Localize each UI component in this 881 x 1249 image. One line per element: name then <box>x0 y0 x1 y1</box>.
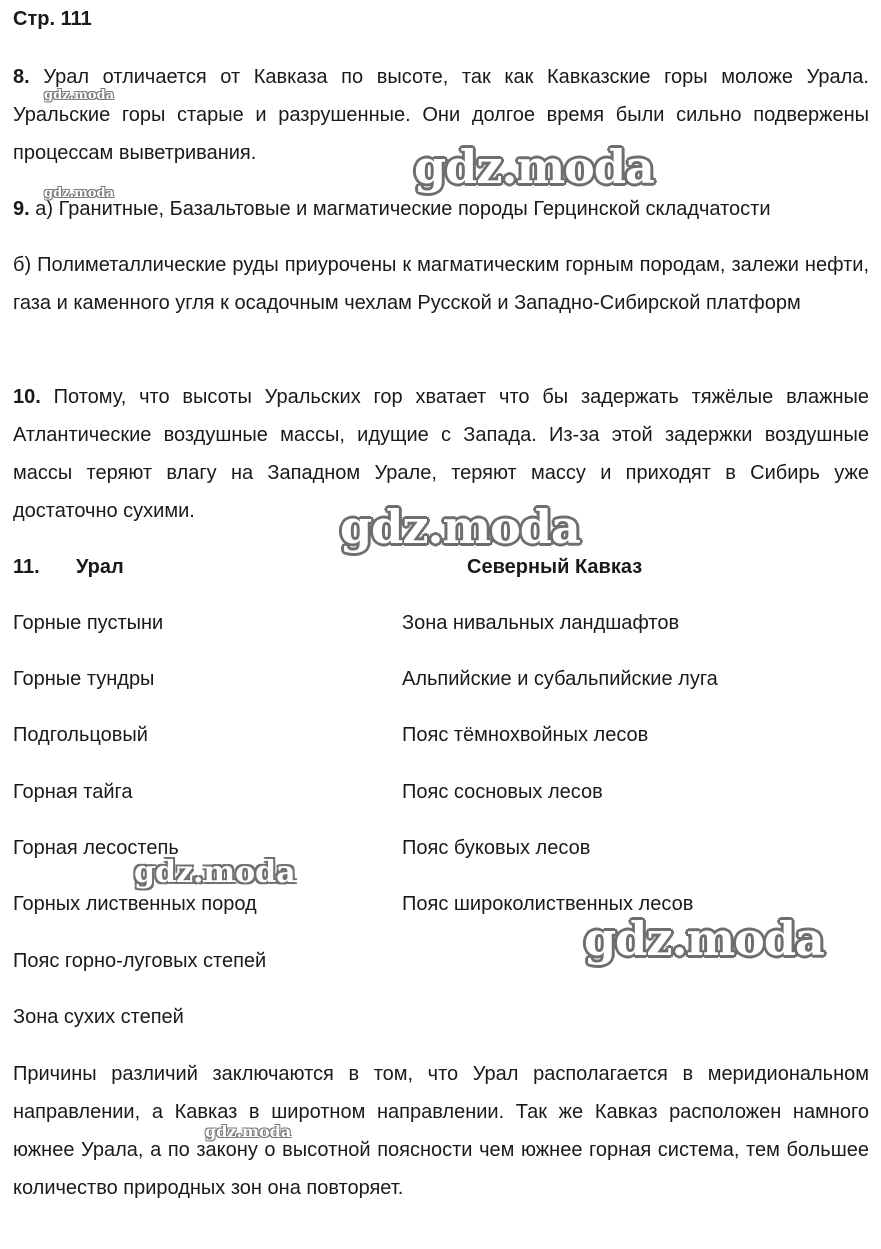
table-header-row <box>13 556 869 586</box>
answer-11-conclusion <box>13 1055 869 1207</box>
answer-9a-text: а) Гранитные, Базальтовые и магматические породы Герцинской складчатости <box>29 198 771 220</box>
ural-zone: Горная лесостепь <box>13 837 179 859</box>
table-row <box>13 781 869 811</box>
answer-9-number: 9. <box>13 198 30 220</box>
caucasus-zone: Пояс сосновых лесов <box>402 781 603 803</box>
caucasus-zone: Пояс тёмнохвойных лесов <box>402 724 649 746</box>
watermark-small: gdz.moda <box>205 1122 292 1141</box>
watermark-small: gdz.moda <box>44 186 115 201</box>
conclusion-text: Причины различий заключаются в том, что Урал располагается в меридиональном направлении, а Кавказ в широтном направлении. Так же Кавказ расположен намного южнее Урала, а по закону о высотной поясности чем южнее горная система, тем большее количество природных зон она повторяет. <box>13 1063 869 1199</box>
answer-10-number: 10. <box>13 386 41 408</box>
table-row <box>13 1006 869 1036</box>
caucasus-zone: Альпийские и субальпийские луга <box>402 668 718 690</box>
answer-8-number: 8. <box>13 66 30 88</box>
table-row <box>13 612 869 642</box>
watermark-small: gdz.moda <box>44 88 115 103</box>
ural-zone: Горные пустыни <box>13 612 164 634</box>
caucasus-zone: Пояс буковых лесов <box>402 837 591 859</box>
watermark-medium: gdz.moda <box>134 855 296 890</box>
answer-9b-text: б) Полиметаллические руды приурочены к магматическим горным породам, залежи нефти, газа и каменного угля к осадочным чехлам Русской и Западно-Сибирской платформ <box>13 254 869 314</box>
answer-9b <box>13 246 869 322</box>
answer-11-number: 11. <box>13 556 40 578</box>
answer-8-text: Урал отличается от Кавказа по высоте, так как Кавказские горы моложе Урала. Уральские горы старые и разрушенные. Они долгое время были сильно подвержены процессам выветривания. <box>13 66 869 164</box>
watermark-large: gdz.moda <box>414 140 654 194</box>
caucasus-zone: Пояс широколиственных лесов <box>402 893 694 915</box>
table-row <box>13 668 869 698</box>
answer-9a <box>13 190 869 228</box>
ural-column-header: Урал <box>76 556 124 578</box>
caucasus-zone: Зона нивальных ландшафтов <box>402 612 680 634</box>
page-header: Стр. 111 <box>13 8 92 30</box>
watermark-large: gdz.moda <box>340 500 580 554</box>
ural-zone: Горная тайга <box>13 781 133 803</box>
ural-zone: Подгольцовый <box>13 724 148 746</box>
answer-10-text: Потому, что высоты Уральских гор хватает что бы задержать тяжёлые влажные Атлантические воздушные массы, идущие с Запада. Из-за этой задержки воздушные массы теряют влагу на Западном Урале, теряют массу и приходят в Сибирь уже достаточно сухими. <box>13 386 869 522</box>
watermark-large: gdz.moda <box>584 912 824 966</box>
ural-zone: Зона сухих степей <box>13 1006 184 1028</box>
caucasus-column-header: Северный Кавказ <box>467 556 643 578</box>
ural-zone: Горные тундры <box>13 668 155 690</box>
ural-zone: Пояс горно-луговых степей <box>13 950 267 972</box>
table-row <box>13 724 869 754</box>
ural-zone: Горных лиственных пород <box>13 893 257 915</box>
